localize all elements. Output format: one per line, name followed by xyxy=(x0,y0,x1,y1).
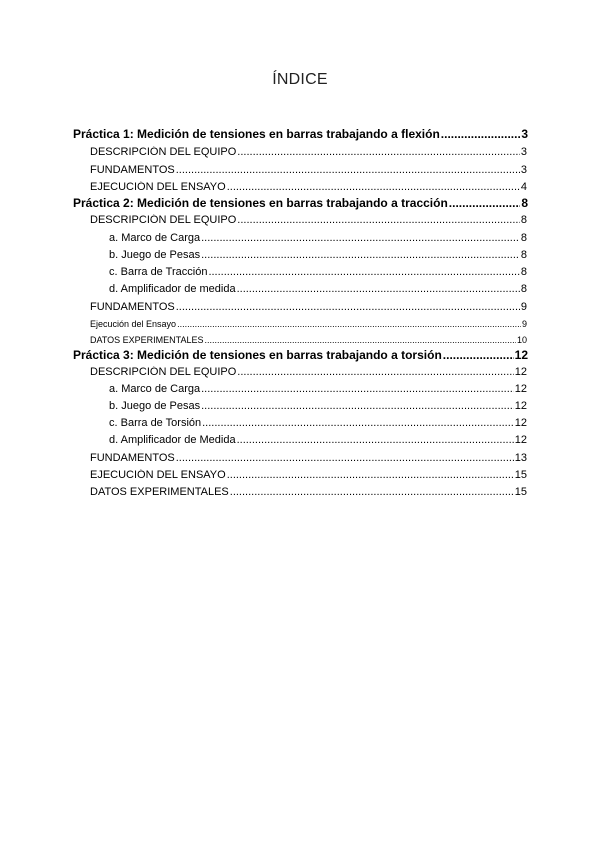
toc-entry-fundamentos[interactable] xyxy=(90,301,527,313)
toc-entry-marco-carga[interactable] xyxy=(109,232,527,244)
toc-entry-label: Ejecución del Ensayo xyxy=(90,319,177,329)
toc-entry-descripcion-equipo[interactable] xyxy=(90,366,527,378)
toc-entry-label: d. Amplificador de Medida xyxy=(109,434,236,446)
dot-leader xyxy=(237,283,520,295)
toc-entry-label: DESCRIPCIÓN DEL EQUIPO xyxy=(90,366,237,378)
toc-entry-label: d. Amplificador de medida xyxy=(109,283,236,295)
toc-page-number: 8 xyxy=(521,196,528,210)
toc-entry-ejecucion-ensayo[interactable] xyxy=(90,319,527,329)
toc-entry-label: a. Marco de Carga xyxy=(109,232,201,244)
toc-page-number: 12 xyxy=(514,348,528,362)
dot-leader xyxy=(237,214,520,226)
toc-entry-practica-3[interactable] xyxy=(73,348,528,362)
dot-leader xyxy=(176,164,520,176)
toc-entry-label: b. Juego de Pesas xyxy=(109,400,201,412)
toc-page-number: 3 xyxy=(520,146,527,158)
dot-leader xyxy=(201,383,514,395)
toc-entry-descripcion-equipo[interactable] xyxy=(90,214,527,226)
toc-entry-ejecucion-ensayo[interactable] xyxy=(90,181,527,193)
toc-entry-juego-pesas[interactable] xyxy=(109,249,527,261)
toc-page-number: 8 xyxy=(520,249,527,261)
dot-leader xyxy=(176,301,520,313)
dot-leader xyxy=(237,434,514,446)
toc-page-number: 13 xyxy=(514,452,527,464)
toc-entry-label: c. Barra de Torsión xyxy=(109,417,202,429)
toc-entry-label: DATOS EXPERIMENTALES xyxy=(90,486,229,498)
toc-entry-fundamentos[interactable] xyxy=(90,452,527,464)
toc-entry-label: a. Marco de Carga xyxy=(109,383,201,395)
dot-leader xyxy=(202,417,514,429)
toc-entry-marco-carga[interactable] xyxy=(109,383,527,395)
dot-leader xyxy=(441,127,521,141)
toc-entry-amplificador-medida[interactable] xyxy=(109,283,527,295)
toc-entry-label: DESCRIPCIÓN DEL EQUIPO xyxy=(90,146,237,158)
toc-entry-label: Práctica 2: Medición de tensiones en barras trabajando a tracción xyxy=(73,196,448,210)
dot-leader xyxy=(227,469,514,481)
toc-entry-amplificador-medida[interactable] xyxy=(109,434,527,446)
toc-entry-label: DATOS EXPERIMENTALES xyxy=(90,335,204,345)
toc-page-number: 9 xyxy=(520,301,527,313)
toc-entry-label: EJECUCIÓN DEL ENSAYO xyxy=(90,469,226,481)
toc-entry-barra-traccion[interactable] xyxy=(109,266,527,278)
toc-page-number: 12 xyxy=(514,434,527,446)
toc-page-number: 8 xyxy=(520,214,527,226)
dot-leader xyxy=(237,366,513,378)
toc-entry-practica-2[interactable] xyxy=(73,196,528,210)
toc-page-number: 8 xyxy=(520,283,527,295)
dot-leader xyxy=(230,486,514,498)
toc-entry-label: FUNDAMENTOS xyxy=(90,301,175,313)
toc-entry-practica-1[interactable] xyxy=(73,127,528,141)
dot-leader xyxy=(449,196,521,210)
toc-entry-ejecucion-ensayo[interactable] xyxy=(90,469,527,481)
toc-entry-label: Práctica 1: Medición de tensiones en barras trabajando a flexión xyxy=(73,127,440,141)
toc-entry-label: c. Barra de Tracción xyxy=(109,266,208,278)
dot-leader xyxy=(201,232,520,244)
dot-leader xyxy=(176,452,514,464)
dot-leader xyxy=(208,266,519,278)
toc-entry-juego-pesas[interactable] xyxy=(109,400,527,412)
toc-entry-label: Práctica 3: Medición de tensiones en barras trabajando a torsión xyxy=(73,348,442,362)
toc-page-number: 3 xyxy=(521,127,528,141)
toc-page-number: 12 xyxy=(514,383,527,395)
index-title: ÍNDICE xyxy=(272,71,328,88)
toc-entry-label: EJECUCIÓN DEL ENSAYO xyxy=(90,181,226,193)
toc-page-number: 9 xyxy=(521,319,527,329)
toc-page-number: 3 xyxy=(520,164,527,176)
toc-page-number: 10 xyxy=(516,335,527,345)
dot-leader xyxy=(237,146,520,158)
toc-entry-label: b. Juego de Pesas xyxy=(109,249,201,261)
toc-page-number: 15 xyxy=(514,469,527,481)
toc-page-number: 12 xyxy=(514,366,527,378)
toc-entry-fundamentos[interactable] xyxy=(90,164,527,176)
toc-page-number: 8 xyxy=(520,232,527,244)
toc-entry-barra-torsion[interactable] xyxy=(109,417,527,429)
dot-leader xyxy=(227,181,520,193)
toc-page-number: 4 xyxy=(520,181,527,193)
toc-page-number: 12 xyxy=(514,400,527,412)
dot-leader xyxy=(205,335,516,345)
dot-leader xyxy=(177,319,521,329)
toc-entry-datos-experimentales[interactable] xyxy=(90,335,527,345)
toc-entry-descripcion-equipo[interactable] xyxy=(90,146,527,158)
dot-leader xyxy=(201,400,514,412)
toc-entry-datos-experimentales[interactable] xyxy=(90,486,527,498)
toc-page-number: 12 xyxy=(514,417,527,429)
toc-page-number: 8 xyxy=(520,266,527,278)
dot-leader xyxy=(443,348,514,362)
toc-entry-label: FUNDAMENTOS xyxy=(90,164,175,176)
toc-page-number: 15 xyxy=(514,486,527,498)
toc-entry-label: FUNDAMENTOS xyxy=(90,452,175,464)
dot-leader xyxy=(201,249,520,261)
toc-entry-label: DESCRIPCIÓN DEL EQUIPO xyxy=(90,214,237,226)
